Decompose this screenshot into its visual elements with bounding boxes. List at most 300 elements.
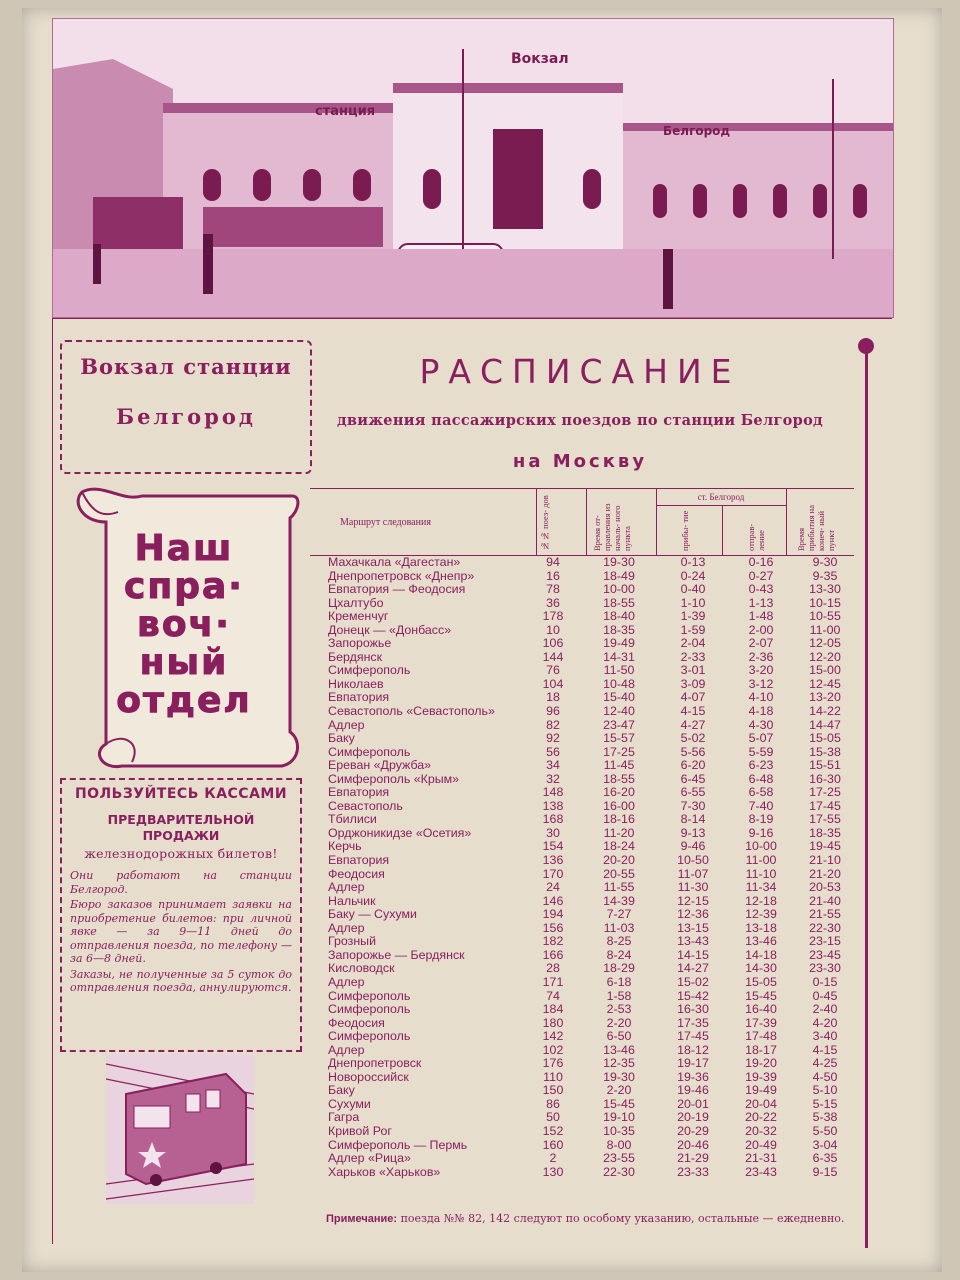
row-arrival: 13-43 — [677, 934, 709, 949]
row-route: Севастополь «Севастополь» — [328, 704, 495, 719]
row-number: 32 — [546, 771, 560, 786]
row-departure: 19-49 — [745, 1083, 777, 1098]
row-departure: 14-30 — [745, 961, 777, 976]
train-illustration — [106, 1054, 254, 1204]
header-divider — [536, 489, 537, 555]
row-arrival-final: 9-30 — [812, 555, 838, 569]
row-route: Севастополь — [328, 798, 403, 813]
timetable — [310, 488, 854, 1179]
row-departure: 17-39 — [745, 1015, 777, 1030]
row-departure: 8-19 — [748, 812, 774, 827]
info-desk-line: воч· — [137, 604, 231, 645]
row-departure: 2-07 — [748, 636, 774, 651]
row-route: Гагра — [328, 1110, 360, 1125]
row-arrival-final: 2-40 — [812, 1002, 838, 1017]
row-route: Адлер — [328, 1042, 365, 1057]
destination-title: на Москву — [512, 451, 648, 472]
header-departure-origin: Время от- правления из началь- ного пункта — [592, 503, 632, 551]
table-row — [310, 610, 854, 624]
row-arrival-final: 9-35 — [812, 568, 838, 583]
row-number: 2 — [549, 1151, 557, 1166]
row-arrival-final: 5-50 — [812, 1123, 838, 1138]
row-departure-origin: 19-10 — [603, 1110, 635, 1125]
row-departure: 2-00 — [748, 622, 774, 637]
row-route: Кривой Рог — [328, 1123, 392, 1138]
row-arrival-final: 0-45 — [812, 988, 838, 1003]
row-arrival: 5-56 — [680, 744, 706, 759]
row-departure-origin: 16-00 — [603, 798, 635, 813]
row-number: 18 — [546, 690, 560, 705]
table-row — [310, 664, 854, 678]
row-route: Евпатория — [328, 853, 390, 868]
row-route: Запорожье — [328, 636, 392, 651]
row-departure: 18-17 — [745, 1042, 777, 1057]
row-arrival-final: 15-00 — [809, 663, 841, 678]
row-route: Махачкала «Дагестан» — [328, 555, 461, 569]
row-route: Бердянск — [328, 649, 383, 664]
divider-left — [52, 318, 53, 1244]
row-departure: 11-00 — [745, 853, 777, 868]
row-arrival: 19-36 — [677, 1069, 709, 1084]
header-departure: отправ- ление — [746, 523, 766, 551]
row-departure-origin: 18-16 — [603, 812, 635, 827]
row-number: 144 — [542, 649, 564, 664]
photo-sign-station: станция — [315, 104, 376, 119]
header-arrival: прибы- тие — [680, 510, 690, 551]
row-departure: 17-48 — [745, 1029, 777, 1044]
table-row — [310, 1030, 854, 1044]
table-row — [310, 637, 854, 651]
page-title: РАСПИСАНИЕ — [419, 352, 741, 391]
row-departure: 1-48 — [748, 609, 774, 624]
table-row — [310, 990, 854, 1004]
row-number: 142 — [542, 1029, 564, 1044]
row-departure: 0-16 — [748, 555, 774, 569]
row-route: Феодосия — [328, 1015, 385, 1030]
row-departure: 20-04 — [745, 1096, 777, 1111]
row-departure-origin: 10-00 — [603, 582, 635, 597]
header-arrival-final: Время прибытия на конеч- ный пункт — [796, 504, 836, 551]
row-arrival: 2-33 — [680, 649, 706, 664]
row-departure: 5-07 — [748, 731, 774, 746]
row-arrival: 14-27 — [677, 961, 709, 976]
row-departure: 20-22 — [745, 1110, 777, 1125]
table-row — [310, 840, 854, 854]
row-route: Адлер — [328, 717, 365, 732]
row-departure: 6-58 — [748, 785, 774, 800]
row-number: 16 — [546, 568, 560, 583]
row-departure-origin: 11-45 — [603, 758, 635, 773]
row-departure-origin: 15-57 — [603, 731, 635, 746]
row-departure-origin: 10-35 — [603, 1123, 635, 1138]
row-arrival-final: 9-15 — [812, 1164, 838, 1179]
table-row — [310, 868, 854, 882]
row-arrival: 13-15 — [677, 920, 709, 935]
timetable-header — [310, 488, 854, 556]
row-route: Сухуми — [328, 1096, 371, 1111]
page-subtitle: движения пассажирских поездов по станции Белгород — [336, 412, 824, 429]
row-route: Симферополь — [328, 1002, 411, 1017]
row-arrival-final: 15-05 — [809, 731, 841, 746]
divider-top — [52, 318, 892, 319]
row-departure: 3-20 — [748, 663, 774, 678]
row-number: 156 — [542, 920, 564, 935]
sales-sub1: ПРЕДВАРИТЕЛЬНОЙ — [107, 812, 255, 827]
row-departure: 13-46 — [745, 934, 777, 949]
row-departure: 12-39 — [745, 907, 777, 922]
row-departure-origin: 18-40 — [603, 609, 635, 624]
row-number: 184 — [542, 1002, 564, 1017]
table-row — [310, 1017, 854, 1031]
station-name-box — [60, 340, 312, 474]
row-arrival-final: 13-20 — [809, 690, 841, 705]
row-arrival-final: 6-35 — [812, 1151, 838, 1166]
row-route: Днепропетровск — [328, 1056, 422, 1071]
row-arrival-final: 4-50 — [812, 1069, 838, 1084]
row-departure-origin: 10-48 — [603, 676, 635, 691]
row-number: 56 — [546, 744, 560, 759]
row-route: Керчь — [328, 839, 362, 854]
row-number: 171 — [542, 974, 564, 989]
row-number: 102 — [542, 1042, 564, 1057]
row-route: Евпатория — [328, 690, 390, 705]
table-row — [310, 813, 854, 827]
row-arrival: 20-19 — [677, 1110, 709, 1125]
row-departure: 15-05 — [745, 974, 777, 989]
footnote-text: поезда №№ 82, 142 следуют по особому указанию, остальные — ежедневно. — [400, 1212, 845, 1225]
row-departure-origin: 15-40 — [603, 690, 635, 705]
row-departure-origin: 17-25 — [603, 744, 635, 759]
row-arrival-final: 3-40 — [812, 1029, 838, 1044]
row-departure: 0-27 — [748, 568, 774, 583]
row-route: Нальчик — [328, 893, 376, 908]
row-arrival-final: 4-15 — [812, 1042, 838, 1057]
row-arrival-final: 0-15 — [812, 974, 838, 989]
row-departure-origin: 11-55 — [603, 880, 635, 895]
row-arrival: 20-29 — [677, 1123, 709, 1138]
header-route: Маршрут следования — [340, 517, 431, 528]
row-arrival-final: 5-38 — [812, 1110, 838, 1125]
row-route: Симферополь — [328, 988, 411, 1003]
row-number: 168 — [542, 812, 564, 827]
row-arrival-final: 14-22 — [809, 704, 841, 719]
row-arrival: 15-02 — [677, 974, 709, 989]
row-number: 94 — [546, 555, 560, 569]
row-departure-origin: 19-49 — [603, 636, 635, 651]
row-departure-origin: 15-45 — [603, 1096, 635, 1111]
row-number: 34 — [546, 758, 560, 773]
row-arrival-final: 19-45 — [809, 839, 841, 854]
row-route: Симферополь — [328, 744, 411, 759]
row-number: 76 — [546, 663, 560, 678]
row-route: Тбилиси — [328, 812, 377, 827]
row-departure-origin: 19-30 — [603, 555, 635, 569]
row-route: Симферополь — Пермь — [328, 1137, 468, 1152]
table-row — [310, 597, 854, 611]
row-departure-origin: 11-03 — [603, 920, 635, 935]
row-arrival: 18-12 — [677, 1042, 709, 1057]
table-row — [310, 786, 854, 800]
row-arrival-final: 22-30 — [809, 920, 841, 935]
row-route: Адлер — [328, 920, 365, 935]
row-arrival-final: 21-10 — [809, 853, 841, 868]
photo-sign-vokzal: Вокзал — [511, 51, 569, 67]
table-row — [310, 1139, 854, 1153]
row-arrival: 23-33 — [677, 1164, 709, 1179]
row-route: Адлер «Рица» — [328, 1151, 411, 1166]
row-arrival: 6-55 — [680, 785, 706, 800]
row-arrival: 11-30 — [677, 880, 709, 895]
row-route: Николаев — [328, 676, 384, 691]
row-number: 146 — [542, 893, 564, 908]
row-arrival: 0-40 — [680, 582, 706, 597]
row-departure: 13-18 — [745, 920, 777, 935]
row-departure: 15-45 — [745, 988, 777, 1003]
row-arrival-final: 12-05 — [809, 636, 841, 651]
row-departure-origin: 8-24 — [606, 947, 632, 962]
sales-sub2: ПРОДАЖИ — [142, 828, 220, 843]
station-photo — [52, 18, 894, 318]
row-number: 148 — [542, 785, 564, 800]
row-number: 78 — [546, 582, 560, 597]
row-arrival: 0-13 — [680, 555, 706, 569]
row-departure-origin: 18-35 — [603, 622, 635, 637]
row-departure: 11-10 — [745, 866, 777, 881]
row-arrival-final: 10-55 — [809, 609, 841, 624]
table-row — [310, 895, 854, 909]
row-arrival: 19-46 — [677, 1083, 709, 1098]
row-route: Донецк — «Донбасс» — [328, 622, 452, 637]
row-arrival: 10-50 — [677, 853, 709, 868]
row-route: Кременчуг — [328, 609, 389, 624]
row-arrival-final: 23-45 — [809, 947, 841, 962]
row-arrival: 21-29 — [677, 1151, 709, 1166]
row-departure-origin: 20-55 — [603, 866, 635, 881]
header-divider — [586, 489, 587, 555]
table-row — [310, 1057, 854, 1071]
row-arrival: 6-20 — [680, 758, 706, 773]
row-arrival-final: 11-00 — [809, 622, 841, 637]
row-departure: 19-39 — [745, 1069, 777, 1084]
row-departure-origin: 20-20 — [603, 853, 635, 868]
table-row — [310, 732, 854, 746]
row-departure-origin: 18-55 — [603, 771, 635, 786]
row-departure: 6-48 — [748, 771, 774, 786]
row-arrival-final: 16-30 — [809, 771, 841, 786]
row-departure: 10-00 — [745, 839, 777, 854]
row-route: Симферополь — [328, 1029, 411, 1044]
row-number: 28 — [546, 961, 560, 976]
row-arrival: 20-01 — [677, 1096, 709, 1111]
row-arrival-final: 12-45 — [809, 676, 841, 691]
row-arrival-final: 17-55 — [809, 812, 841, 827]
table-row — [310, 691, 854, 705]
row-number: 180 — [542, 1015, 564, 1030]
info-desk-line: спра· — [124, 566, 244, 607]
row-arrival-final: 21-20 — [809, 866, 841, 881]
info-desk-line: отдел — [116, 680, 252, 721]
row-arrival-final: 5-15 — [812, 1096, 838, 1111]
row-number: 30 — [546, 825, 560, 840]
row-departure-origin: 6-50 — [606, 1029, 632, 1044]
row-number: 92 — [546, 731, 560, 746]
row-arrival-final: 12-20 — [809, 649, 841, 664]
row-number: 104 — [542, 676, 564, 691]
row-arrival-final: 3-04 — [812, 1137, 838, 1152]
row-departure-origin: 12-35 — [603, 1056, 635, 1071]
row-departure-origin: 18-24 — [603, 839, 635, 854]
sales-sub3: железнодорожных билетов! — [84, 846, 278, 861]
row-arrival: 3-09 — [680, 676, 706, 691]
table-row — [310, 1111, 854, 1125]
row-number: 106 — [542, 636, 564, 651]
row-departure: 1-13 — [748, 595, 774, 610]
row-number: 82 — [546, 717, 560, 732]
row-departure-origin: 18-55 — [603, 595, 635, 610]
row-arrival-final: 17-25 — [809, 785, 841, 800]
row-arrival-final: 15-51 — [809, 758, 841, 773]
row-arrival-final: 4-20 — [812, 1015, 838, 1030]
row-departure-origin: 23-47 — [603, 717, 635, 732]
row-departure-origin: 2-20 — [606, 1083, 632, 1098]
row-departure-origin: 19-30 — [603, 1069, 635, 1084]
table-row — [310, 705, 854, 719]
photo-sign-belgorod: Белгород — [663, 124, 731, 138]
row-departure-origin: 8-00 — [606, 1137, 632, 1152]
row-arrival: 7-30 — [680, 798, 706, 813]
right-rule — [865, 352, 868, 1248]
row-number: 110 — [543, 1069, 563, 1084]
row-departure: 9-16 — [748, 825, 774, 840]
row-arrival: 4-15 — [680, 704, 706, 719]
row-departure: 16-40 — [745, 1002, 777, 1017]
row-arrival: 9-13 — [680, 825, 706, 840]
row-arrival: 17-45 — [677, 1029, 709, 1044]
row-number: 138 — [542, 798, 564, 813]
row-departure-origin: 16-20 — [603, 785, 635, 800]
row-departure-origin: 18-29 — [603, 961, 635, 976]
row-arrival-final: 21-40 — [809, 893, 841, 908]
table-row — [310, 962, 854, 976]
table-row — [310, 773, 854, 787]
row-arrival-final: 17-45 — [809, 798, 841, 813]
row-departure-origin: 14-31 — [603, 649, 635, 664]
row-number: 178 — [542, 609, 564, 624]
row-number: 86 — [546, 1096, 560, 1111]
row-arrival: 9-46 — [680, 839, 706, 854]
row-departure: 14-18 — [745, 947, 777, 962]
row-number: 10 — [546, 622, 560, 637]
row-route: Запорожье — Бердянск — [328, 947, 465, 962]
header-divider — [722, 505, 723, 555]
row-arrival-final: 4-25 — [812, 1056, 838, 1071]
header-group-belgorod: ст. Белгород — [656, 489, 786, 506]
table-row — [310, 908, 854, 922]
row-number: 74 — [546, 988, 560, 1003]
row-number: 36 — [546, 595, 560, 610]
row-number: 194 — [542, 907, 564, 922]
station-name-line2: Белгород — [116, 404, 256, 429]
table-row — [310, 678, 854, 692]
station-name-line1: Вокзал станции — [80, 354, 292, 379]
row-route: Евпатория — Феодосия — [328, 582, 466, 597]
row-departure: 23-43 — [745, 1164, 777, 1179]
row-arrival-final: 13-30 — [809, 582, 841, 597]
table-row — [310, 651, 854, 665]
row-arrival: 12-36 — [677, 907, 709, 922]
row-departure: 21-31 — [745, 1151, 777, 1166]
table-row — [310, 719, 854, 733]
row-departure-origin: 1-58 — [606, 988, 632, 1003]
row-departure-origin: 2-20 — [606, 1015, 632, 1030]
row-route: Феодосия — [328, 866, 385, 881]
row-route: Орджоникидзе «Осетия» — [328, 825, 472, 840]
row-arrival: 14-15 — [677, 947, 709, 962]
table-row — [310, 949, 854, 963]
row-number: 160 — [542, 1137, 564, 1152]
row-arrival-final: 10-15 — [809, 595, 841, 610]
row-arrival: 17-35 — [677, 1015, 709, 1030]
row-departure-origin: 8-25 — [606, 934, 632, 949]
row-departure-origin: 13-46 — [603, 1042, 635, 1057]
row-route: Баку — [328, 1083, 355, 1098]
table-row — [310, 935, 854, 949]
ticket-sales-box — [60, 778, 302, 1052]
row-departure: 2-36 — [748, 649, 774, 664]
row-number: 176 — [542, 1056, 564, 1071]
row-arrival: 4-07 — [680, 690, 706, 705]
table-row — [310, 583, 854, 597]
info-desk-line: Наш — [134, 528, 234, 569]
row-arrival: 8-14 — [680, 812, 706, 827]
table-row — [310, 881, 854, 895]
row-arrival: 4-27 — [680, 717, 706, 732]
row-route: Грозный — [328, 934, 377, 949]
row-arrival-final: 20-53 — [809, 880, 841, 895]
table-row — [310, 1084, 854, 1098]
row-departure: 5-59 — [748, 744, 774, 759]
table-row — [310, 1071, 854, 1085]
row-number: 150 — [542, 1083, 564, 1098]
row-arrival-final: 15-38 — [809, 744, 841, 759]
table-row — [310, 1098, 854, 1112]
row-arrival: 2-04 — [680, 636, 706, 651]
row-arrival-final: 21-55 — [809, 907, 841, 922]
row-route: Цхалтубо — [328, 595, 384, 610]
row-number: 136 — [542, 853, 564, 868]
row-number: 130 — [542, 1164, 564, 1179]
sales-para2: Бюро заказов принимает заявки на приобретение билетов: при личной явке — за 9—11 дней до отправления поезда, по телефону — за 6—8 дней. — [70, 898, 292, 965]
row-departure: 4-30 — [748, 717, 774, 732]
table-row — [310, 922, 854, 936]
row-departure: 19-20 — [745, 1056, 777, 1071]
row-departure-origin: 11-50 — [603, 663, 635, 678]
row-arrival-final: 14-47 — [809, 717, 841, 732]
row-route: Днепропетровск «Днепр» — [328, 568, 475, 583]
table-row — [310, 624, 854, 638]
row-arrival-final: 23-30 — [809, 961, 841, 976]
row-route: Евпатория — [328, 785, 390, 800]
table-row — [310, 1003, 854, 1017]
footnote-label: Примечание: — [326, 1213, 398, 1225]
row-departure-origin: 11-20 — [603, 825, 635, 840]
table-row — [310, 759, 854, 773]
row-departure: 4-18 — [748, 704, 774, 719]
row-route: Адлер — [328, 974, 365, 989]
row-arrival: 5-02 — [680, 731, 706, 746]
row-departure-origin: 23-55 — [603, 1151, 635, 1166]
table-row — [310, 827, 854, 841]
